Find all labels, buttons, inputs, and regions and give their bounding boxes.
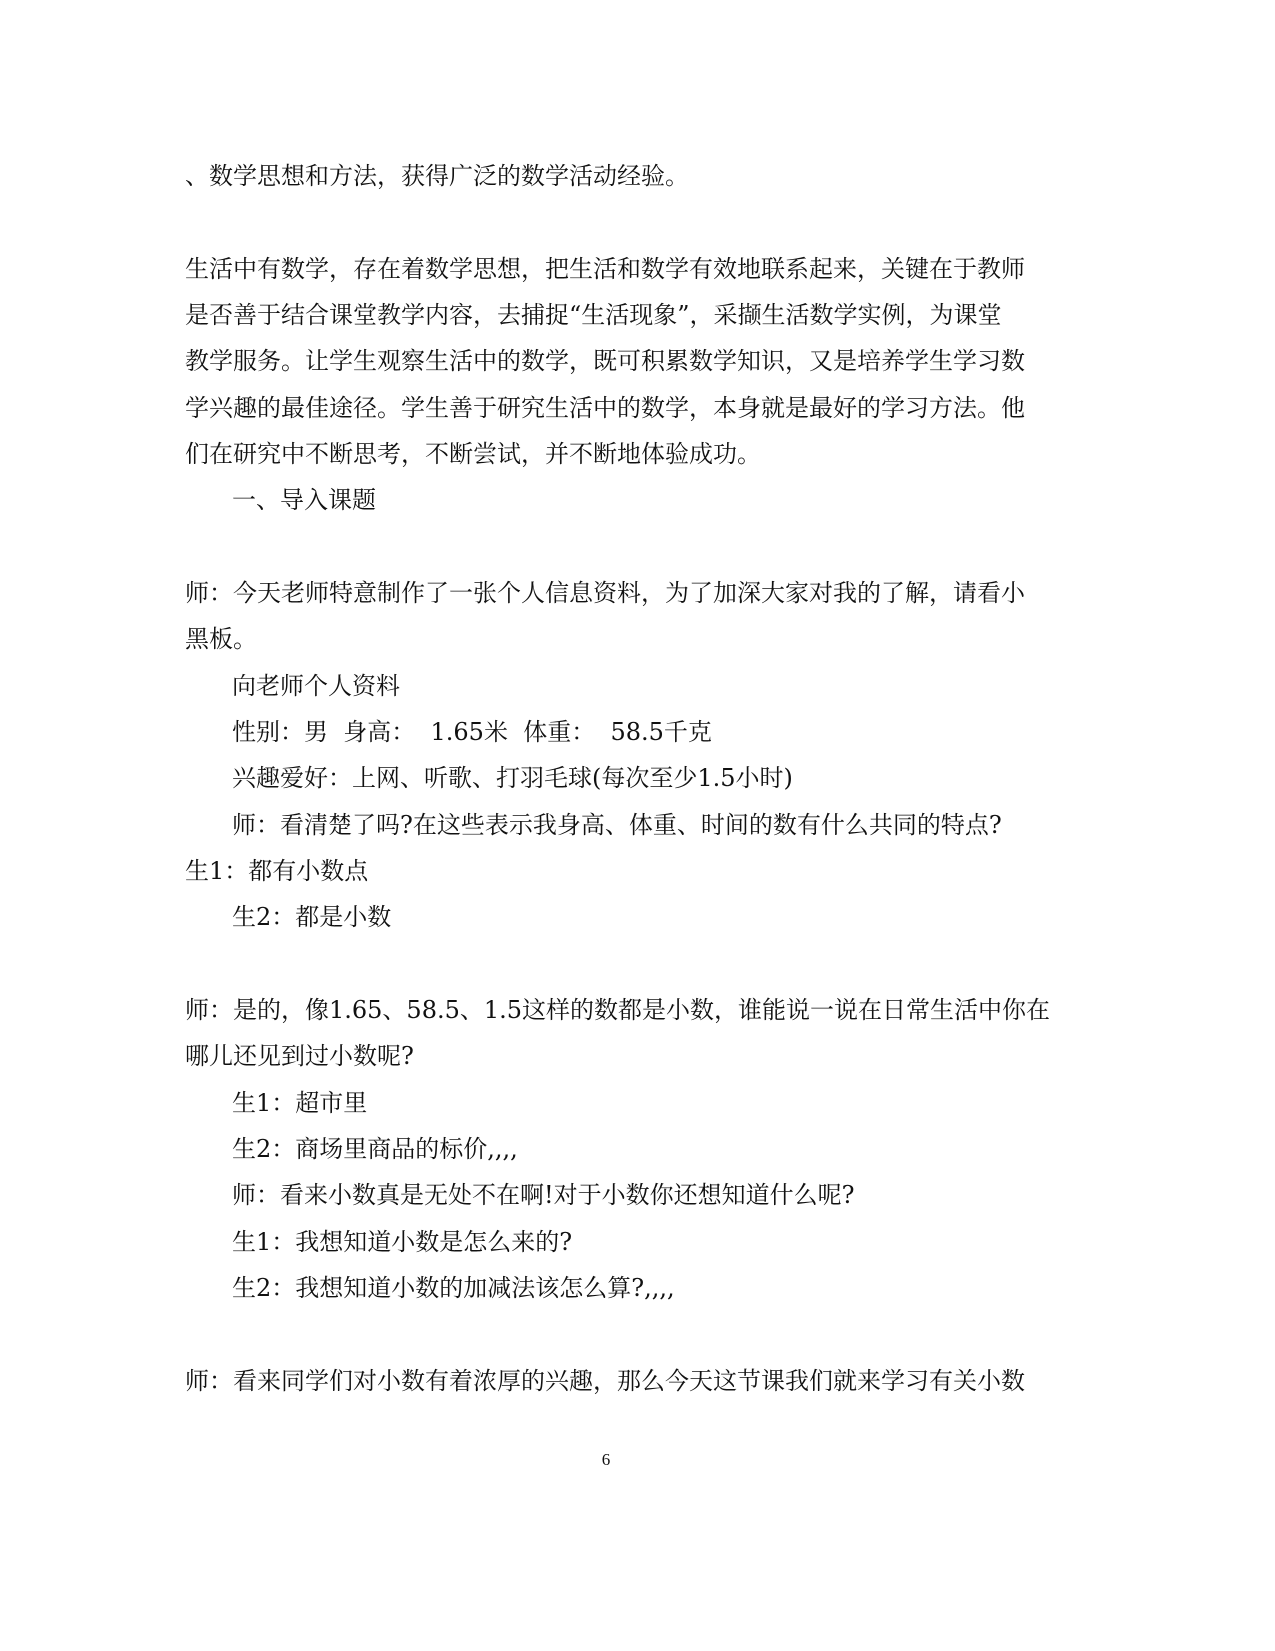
text-line: 师：看来小数真是无处不在啊!对于小数你还想知道什么呢? <box>232 1181 855 1209</box>
text-line: 哪儿还见到过小数呢? <box>185 1042 414 1070</box>
page-number: 6 <box>601 1450 611 1469</box>
text-line: 生2：都是小数 <box>232 903 392 931</box>
text-line: 师：看来同学们对小数有着浓厚的兴趣，那么今天这节课我们就来学习有关小数 <box>185 1367 1025 1395</box>
text-line: 生1：超市里 <box>232 1089 368 1117</box>
text-line: 生2：商场里商品的标价,,,, <box>232 1135 518 1163</box>
text-line: 是否善于结合课堂教学内容，去捕捉“生活现象”，采撷生活数学实例，为课堂 <box>185 301 1002 329</box>
text-line: 生2：我想知道小数的加减法该怎么算?,,,, <box>232 1274 675 1302</box>
text-line: 、数学思想和方法，获得广泛的数学活动经验。 <box>185 162 689 190</box>
text-line: 生1：都有小数点 <box>185 857 369 885</box>
text-line: 生1：我想知道小数是怎么来的? <box>232 1228 573 1256</box>
text-line: 性别：男 身高： 1.65米 体重： 58.5千克 <box>232 718 712 746</box>
section-heading: 一、导入课题 <box>232 486 376 514</box>
text-line: 师：今天老师特意制作了一张个人信息资料，为了加深大家对我的了解，请看小 <box>185 579 1025 607</box>
text-line: 师：看清楚了吗?在这些表示我身高、体重、时间的数有什么共同的特点? <box>232 811 1002 839</box>
text-line: 师：是的，像1.65、58.5、1.5这样的数都是小数，谁能说一说在日常生活中你在 <box>185 996 1051 1024</box>
text-line: 教学服务。让学生观察生活中的数学，既可积累数学知识，又是培养学生学习数 <box>185 347 1025 375</box>
text-line: 生活中有数学，存在着数学思想，把生活和数学有效地联系起来，关键在于教师 <box>185 255 1025 283</box>
text-line: 学兴趣的最佳途径。学生善于研究生活中的数学，本身就是最好的学习方法。他 <box>185 394 1025 422</box>
text-line: 向老师个人资料 <box>232 672 400 700</box>
text-line: 们在研究中不断思考，不断尝试，并不断地体验成功。 <box>185 440 761 468</box>
text-line: 黑板。 <box>185 625 257 653</box>
text-line: 兴趣爱好：上网、听歌、打羽毛球(每次至少1.5小时) <box>232 764 793 792</box>
